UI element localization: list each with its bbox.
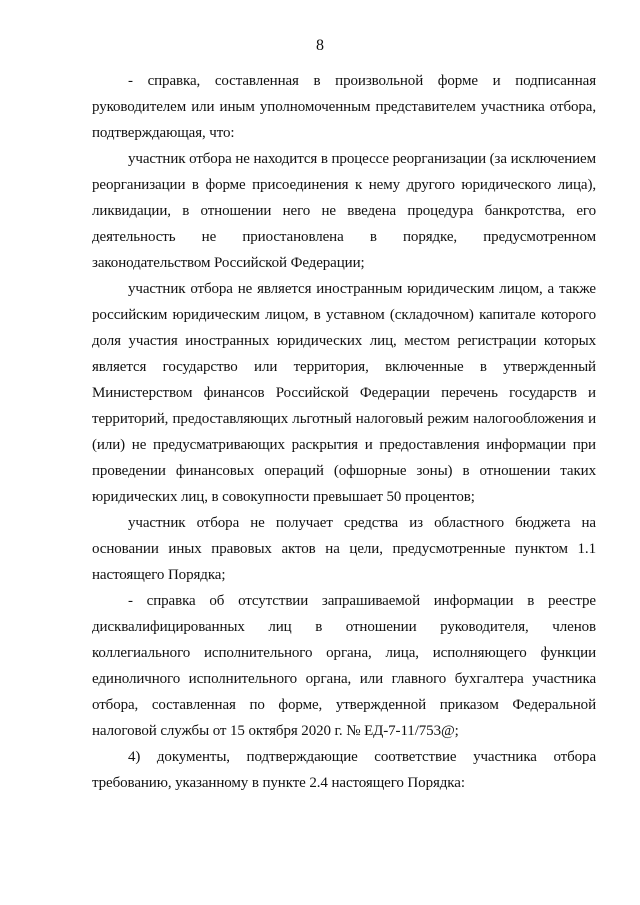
paragraph-no-regional-budget-funds: участник отбора не получает средства из областного бюджета на основании иных правовых актов на цели, предусмотренные пунктом 1.1 настоящего Порядка; (92, 515, 596, 583)
document-body (92, 68, 596, 796)
paragraph-not-foreign-entity: участник отбора не является иностранным юридическим лицом, а также российским юридическим лицом, в уставном (складочном) капитале которого доля участия иностранных юридических лиц, местом регистрации которых является государство или территория, включенные в утвержденный Министерством финансов Российской Федерации перечень государств и территорий, предоставляющих льготный налоговый режим налогообложения и (или) не предусматривающих раскрытия и предоставления информации при проведении финансовых операций (офшорные зоны) в отношении таких юридических лиц, в совокупности превышает 50 процентов; (92, 281, 596, 505)
paragraph-compliance-documents: 4) документы, подтверждающие соответствие участника отбора требованию, указанному в пункте 2.4 настоящего Порядка: (92, 749, 596, 791)
page-number: 8 (316, 37, 324, 54)
paragraph-disqualified-persons-certificate: - справка об отсутствии запрашиваемой информации в реестре дисквалифицированных лиц в отношении руководителя, членов коллегиального исполнительного органа, лица, исполняющего функции единоличного исполнительного органа, или главного бухгалтера участника отбора, составленная по форме, утвержденной приказом Федеральной налоговой службы от 15 октября 2020 г. № ЕД-7-11/753@; (92, 593, 596, 739)
paragraph-certificate-arbitrary-form: - справка, составленная в произвольной форме и подписанная руководителем или иным уполномоченным представителем участника отбора, подтверждающая, что: (92, 73, 596, 141)
paragraph-not-in-reorganization: участник отбора не находится в процессе реорганизации (за исключением реорганизации в форме присоединения к нему другого юридического лица), ликвидации, в отношении него не введена процедура банкротства, его деятельность не приостановлена в порядке, предусмотренном законодательством Российской Федерации; (92, 151, 596, 271)
